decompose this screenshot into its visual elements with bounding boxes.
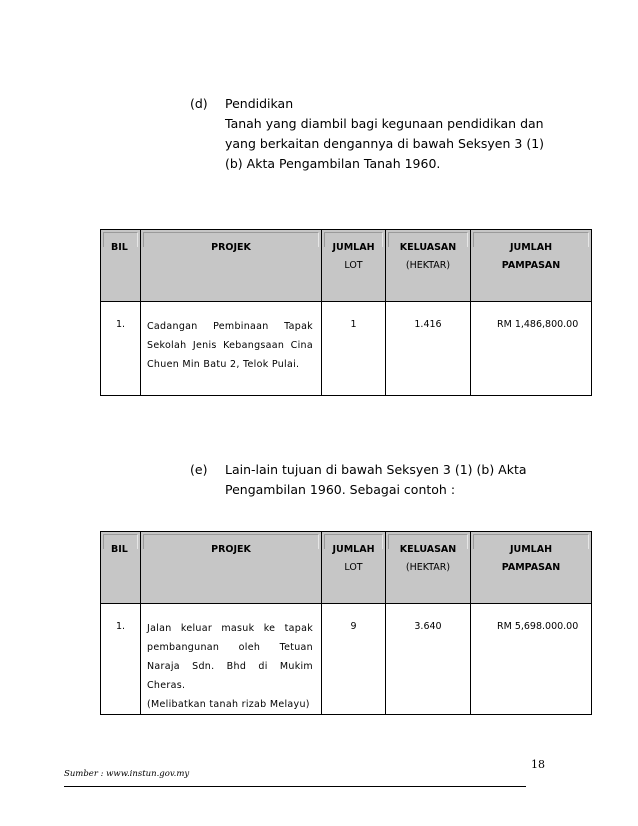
projek-line: Jalan keluar masuk ke tapak [147, 623, 313, 634]
projek-line: Naraja Sdn. Bhd di Mukim [147, 661, 313, 672]
cell-keluasan: 1.416 [386, 302, 471, 396]
table-header-row [101, 230, 592, 302]
section-e-line: Pengambilan 1960. Sebagai contoh : [225, 482, 456, 497]
cell-bil: 1. [101, 302, 141, 396]
table-header-row [101, 532, 592, 604]
projek-line: Sekolah Jenis Kebangsaan Cina [147, 340, 313, 351]
projek-line: Cadangan Pembinaan Tapak [147, 321, 313, 332]
section-e-text [225, 460, 527, 500]
cell-pampasan: RM 5,698.000.00 [471, 604, 592, 715]
header-hektar: (HEKTAR) [405, 562, 451, 573]
header-keluasan-label: KELUASAN [399, 242, 457, 253]
section-d-line: yang berkaitan dengannya di bawah Seksyen 3 (1) [225, 136, 545, 151]
header-projek: PROJEK [211, 544, 251, 555]
section-e-letter: (e) [190, 462, 208, 477]
table-row [101, 604, 592, 715]
header-bil: BIL [111, 544, 128, 555]
header-hektar: (HEKTAR) [405, 260, 451, 271]
section-d-line: Tanah yang diambil bagi kegunaan pendidikan dan [225, 116, 544, 131]
header-lot: LOT [344, 562, 363, 573]
header-pampasan: PAMPASAN [501, 260, 561, 271]
cell-projek [141, 302, 322, 396]
cell-keluasan: 3.640 [386, 604, 471, 715]
header-jumlah2: JUMLAH [509, 242, 553, 253]
section-e-line: Lain-lain tujuan di bawah Seksyen 3 (1) (b) Akta [225, 462, 527, 477]
cell-lot: 1 [322, 302, 386, 396]
cell-bil: 1. [101, 604, 141, 715]
header-jumlah: JUMLAH [332, 242, 375, 253]
projek-line: (Melibatkan tanah rizab Melayu) [147, 699, 310, 710]
section-d-text [225, 94, 544, 174]
header-pampasan: PAMPASAN [501, 562, 561, 573]
table-section-e [100, 531, 592, 715]
projek-line: Chuen Min Batu 2, Telok Pulai. [147, 359, 300, 370]
header-jumlah2: JUMLAH [509, 544, 553, 555]
cell-lot: 9 [322, 604, 386, 715]
projek-line: Cheras. [147, 680, 186, 691]
cell-projek [141, 604, 322, 715]
projek-line: pembangunan oleh Tetuan [147, 642, 313, 653]
header-projek: PROJEK [211, 242, 251, 253]
footer-divider [64, 786, 526, 787]
header-jumlah: JUMLAH [332, 544, 375, 555]
cell-pampasan: RM 1,486,800.00 [471, 302, 592, 396]
header-keluasan-label: KELUASAN [399, 544, 457, 555]
page-number: 18 [531, 758, 545, 771]
header-bil: BIL [111, 242, 128, 253]
source-note: Sumber : www.instun.gov.my [64, 769, 190, 779]
table-section-d [100, 229, 592, 396]
header-lot: LOT [344, 260, 363, 271]
table-row [101, 302, 592, 396]
section-d-letter: (d) [190, 96, 208, 111]
section-d-title: Pendidikan [225, 96, 294, 111]
section-d-line: (b) Akta Pengambilan Tanah 1960. [225, 156, 441, 171]
